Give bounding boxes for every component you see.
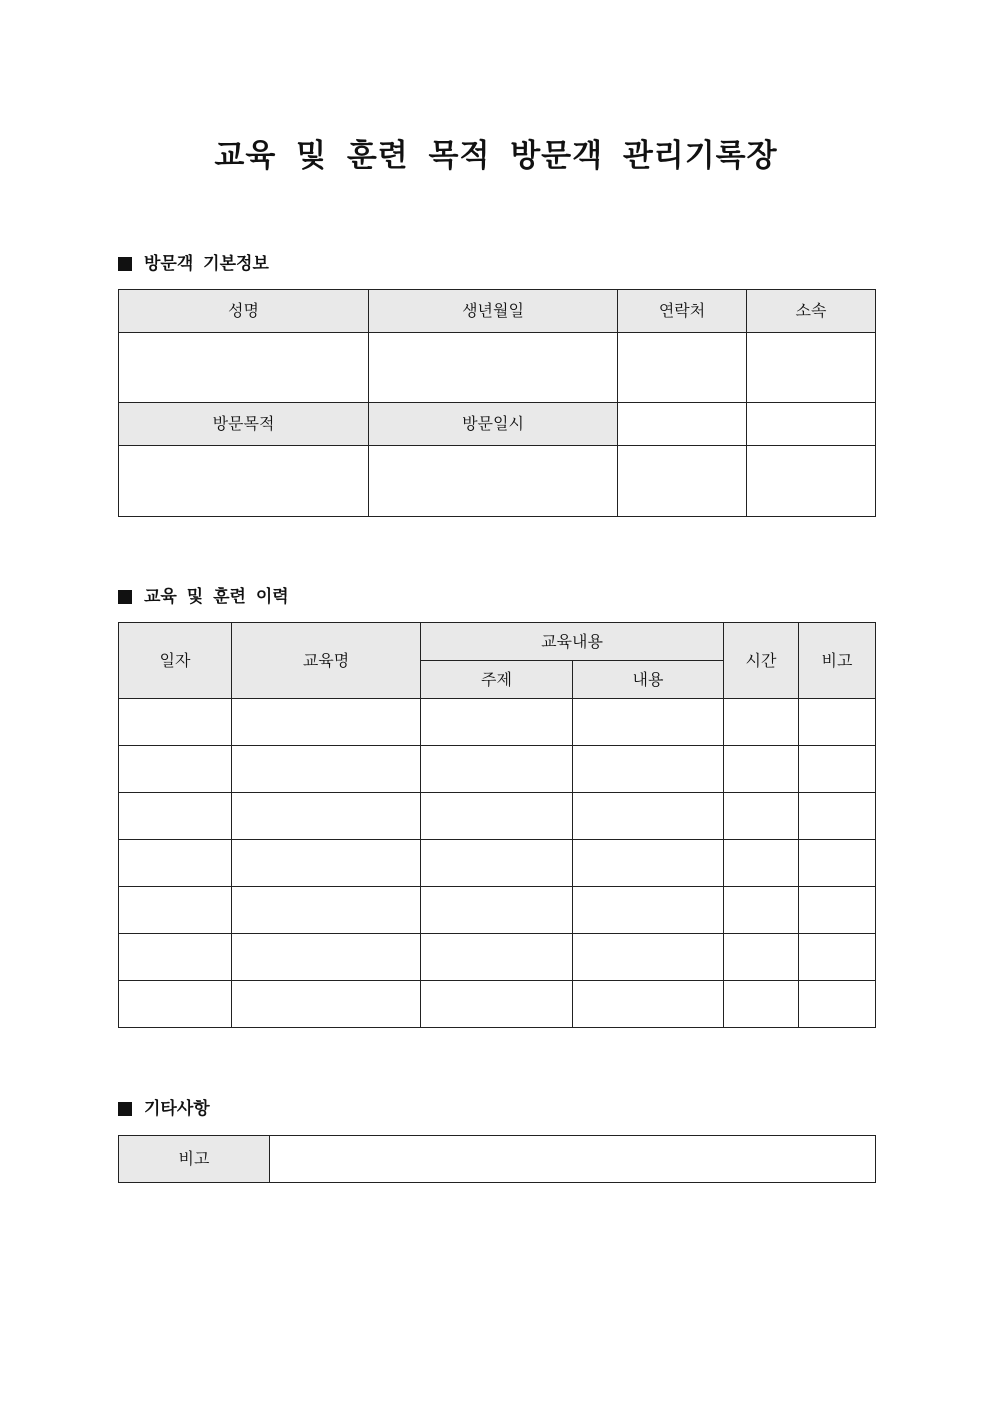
square-bullet-icon bbox=[118, 590, 132, 604]
blank-cell[interactable] bbox=[618, 446, 747, 517]
cell-date[interactable] bbox=[119, 746, 232, 793]
header-name: 성명 bbox=[119, 290, 369, 333]
cell-date[interactable] bbox=[119, 887, 232, 934]
cell-remarks[interactable] bbox=[799, 934, 876, 981]
header-remarks: 비고 bbox=[119, 1136, 270, 1183]
section-heading-label: 방문객 기본정보 bbox=[144, 254, 269, 274]
cell-date[interactable] bbox=[119, 840, 232, 887]
cell-course-name[interactable] bbox=[232, 887, 421, 934]
cell-time[interactable] bbox=[724, 981, 799, 1028]
cell-course-name[interactable] bbox=[232, 699, 421, 746]
cell-topic[interactable] bbox=[421, 840, 573, 887]
table-row bbox=[119, 746, 876, 793]
cell-remarks[interactable] bbox=[799, 746, 876, 793]
cell-date[interactable] bbox=[119, 699, 232, 746]
table-row bbox=[119, 934, 876, 981]
training-history-table bbox=[118, 622, 876, 1028]
header-date: 일자 bbox=[119, 623, 232, 699]
table-row bbox=[119, 981, 876, 1028]
square-bullet-icon bbox=[118, 1102, 132, 1116]
input-cell-visit-datetime[interactable] bbox=[369, 446, 618, 517]
header-visit-purpose: 방문목적 bbox=[119, 403, 369, 446]
cell-topic[interactable] bbox=[421, 981, 573, 1028]
cell-time[interactable] bbox=[724, 793, 799, 840]
section-heading-label: 교육 및 훈련 이력 bbox=[144, 587, 289, 607]
cell-content[interactable] bbox=[573, 887, 724, 934]
header-contact: 연락처 bbox=[618, 290, 747, 333]
cell-content[interactable] bbox=[573, 699, 724, 746]
cell-topic[interactable] bbox=[421, 746, 573, 793]
cell-time[interactable] bbox=[724, 934, 799, 981]
cell-topic[interactable] bbox=[421, 699, 573, 746]
header-remarks: 비고 bbox=[799, 623, 876, 699]
section-heading-label: 기타사항 bbox=[144, 1099, 210, 1119]
header-birthdate: 생년월일 bbox=[369, 290, 618, 333]
square-bullet-icon bbox=[118, 257, 132, 271]
cell-content[interactable] bbox=[573, 793, 724, 840]
cell-remarks[interactable] bbox=[799, 840, 876, 887]
blank-cell bbox=[618, 403, 747, 446]
other-notes-table bbox=[118, 1135, 876, 1183]
blank-cell bbox=[747, 403, 876, 446]
cell-date[interactable] bbox=[119, 793, 232, 840]
visitor-info-table bbox=[118, 289, 876, 517]
table-row bbox=[119, 887, 876, 934]
header-course-name: 교육명 bbox=[232, 623, 421, 699]
section-heading-other-notes bbox=[118, 1097, 210, 1121]
cell-course-name[interactable] bbox=[232, 793, 421, 840]
cell-remarks[interactable] bbox=[799, 887, 876, 934]
blank-cell[interactable] bbox=[747, 446, 876, 517]
header-time: 시간 bbox=[724, 623, 799, 699]
document-title: 교육 및 훈련 목적 방문객 관리기록장 bbox=[214, 138, 778, 174]
table-row bbox=[119, 699, 876, 746]
cell-date[interactable] bbox=[119, 934, 232, 981]
cell-content[interactable] bbox=[573, 746, 724, 793]
remarks-input-cell[interactable] bbox=[270, 1136, 876, 1183]
input-cell-contact[interactable] bbox=[618, 333, 747, 403]
cell-time[interactable] bbox=[724, 840, 799, 887]
cell-course-name[interactable] bbox=[232, 746, 421, 793]
cell-topic[interactable] bbox=[421, 934, 573, 981]
input-cell-name[interactable] bbox=[119, 333, 369, 403]
input-cell-birthdate[interactable] bbox=[369, 333, 618, 403]
header-course-content: 교육내용 bbox=[421, 623, 724, 661]
cell-date[interactable] bbox=[119, 981, 232, 1028]
cell-content[interactable] bbox=[573, 840, 724, 887]
cell-remarks[interactable] bbox=[799, 981, 876, 1028]
cell-topic[interactable] bbox=[421, 793, 573, 840]
cell-remarks[interactable] bbox=[799, 699, 876, 746]
cell-time[interactable] bbox=[724, 887, 799, 934]
cell-content[interactable] bbox=[573, 934, 724, 981]
cell-course-name[interactable] bbox=[232, 840, 421, 887]
table-row bbox=[119, 793, 876, 840]
cell-time[interactable] bbox=[724, 699, 799, 746]
header-topic: 주제 bbox=[421, 661, 573, 699]
training-history-body bbox=[119, 699, 876, 1028]
section-heading-training-history bbox=[118, 585, 289, 609]
input-cell-visit-purpose[interactable] bbox=[119, 446, 369, 517]
cell-topic[interactable] bbox=[421, 887, 573, 934]
header-content: 내용 bbox=[573, 661, 724, 699]
input-cell-affiliation[interactable] bbox=[747, 333, 876, 403]
cell-time[interactable] bbox=[724, 746, 799, 793]
cell-course-name[interactable] bbox=[232, 981, 421, 1028]
header-visit-datetime: 방문일시 bbox=[369, 403, 618, 446]
cell-course-name[interactable] bbox=[232, 934, 421, 981]
table-row bbox=[119, 840, 876, 887]
section-heading-visitor-info bbox=[118, 252, 269, 276]
cell-remarks[interactable] bbox=[799, 793, 876, 840]
header-affiliation: 소속 bbox=[747, 290, 876, 333]
cell-content[interactable] bbox=[573, 981, 724, 1028]
